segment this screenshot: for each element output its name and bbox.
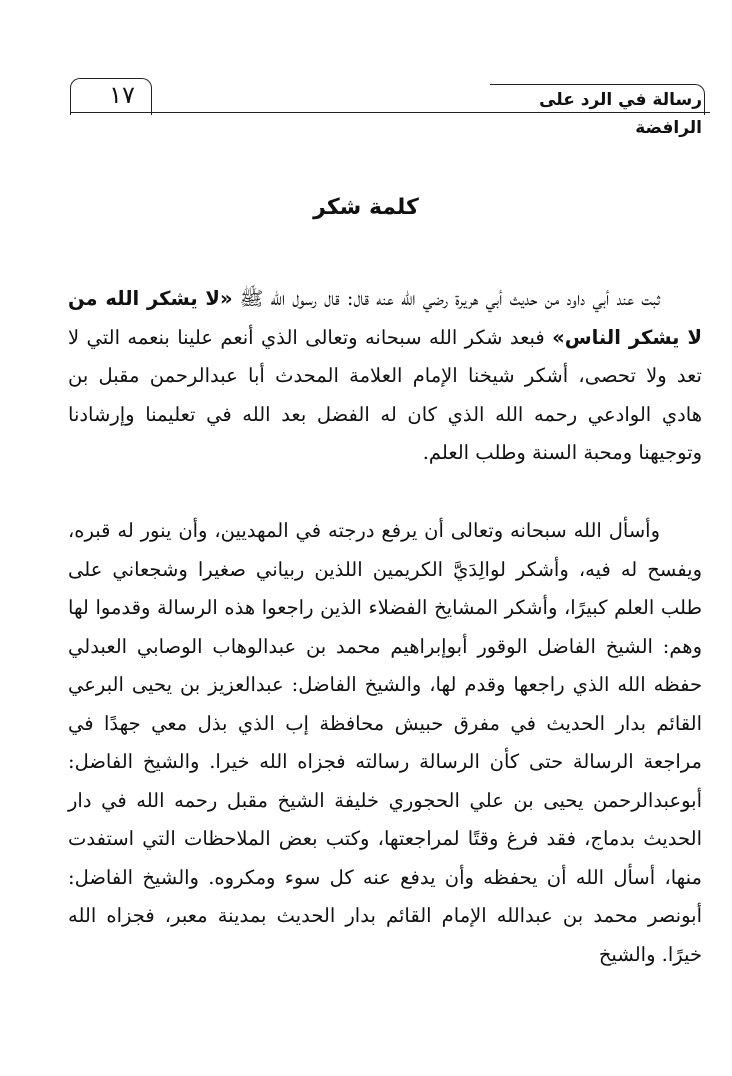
page-number: ١٧ (109, 81, 135, 109)
paragraph-2 (68, 512, 702, 974)
section-heading: كلمة شكر (313, 195, 419, 220)
running-title: رسالة في الرد على الرافضة (539, 90, 702, 138)
paragraph-1-text-b: فبعد شكر الله سبحانه وتعالى الذي أنعم علينا بنعمه التي لا تعد ولا تحصى، أشكر شيخنا الإمام العلامة المحدث أبا عبدالرحمن مقبل بن هادي الوادعي رحمه الله الذي كان له الفضل بعد الله في تعليمنا وإرشادنا وتوجيهنا ومحبة السنة وطلب العلم. (68, 325, 702, 464)
paragraph-1 (68, 280, 702, 473)
hadith-quote: «لا يشكر الله من لا يشكر الناس» (68, 287, 702, 349)
paragraph-1-text-a: ثبت عند أبي داود من حديث أبي هريرة رضي الله عنه قال: قال رسول الله ﷺ (232, 287, 660, 310)
paragraph-2-text: وأسأل الله سبحانه وتعالى أن يرفع درجته في المهديين، وأن ينور له قبره، ويفسح له فيه، وأشكر لوالِدَيَّ الكريمين اللذين ربياني صغيرا وشجعاني على طلب العلم كبيرًا، وأشكر المشايخ الفضلاء الذين راجعوا هذه الرسالة وقدموا لها وهم: الشيخ الفاضل الوقور أبوإبراهيم محمد بن عبدالوهاب الوصابي العبدلي حفظه الله الذي راجعها وقدم لها، والشيخ الفاضل: عبدالعزيز بن يحيى البرعي القائم بدار الحديث في مفرق حبيش محافظة إب الذي بذل معي جهدًا في مراجعة الرسالة حتى كأن الرسالة رسالته فجزاه الله خيرا. والشيخ الفاضل: أبوعبدالرحمن يحيى بن علي الحجوري خليفة الشيخ مقبل رحمه الله في دار الحديث بدماج، فقد فرغ وقتًا لمراجعتها، وكتب بعض الملاحظات التي استفدت منها، أسأل الله أن يحفظه وأن يدفع عنه كل سوء ومكروه. والشيخ الفاضل: أبونصر محمد بن عبدالله الإمام القائم بدار الحديث بمدينة معبر، فجزاه الله خيرًا. والشيخ (68, 519, 702, 966)
